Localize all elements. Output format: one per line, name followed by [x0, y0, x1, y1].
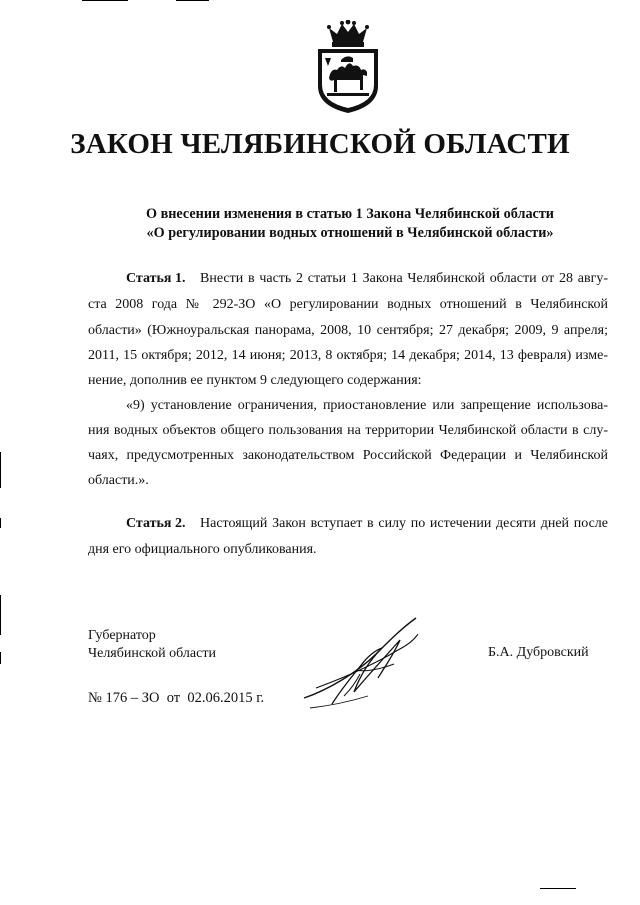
law-subtitle — [0, 205, 640, 243]
article-1-line: области» (Южноуральская панорама, 2008, 10 сентября; 27 декабря; 2009, 9 апреля; — [88, 323, 608, 338]
article-1-quote-line: ния водных объектов общего пользования на территории Челябинской области в слу- — [88, 423, 608, 438]
signatory-position-line-1: Губернатор — [88, 628, 156, 643]
scan-mark-left-4 — [0, 652, 1, 664]
article-1-quote-line: чаях, предусмотренных законодательством Российской Федерации и Челябинской — [88, 448, 608, 463]
article-1-label: Статья 1. — [126, 271, 186, 286]
article-1-quote-line: «9) установление ограничения, приостановление или запрещение использова- — [126, 398, 608, 413]
law-title: ЗАКОН ЧЕЛЯБИНСКОЙ ОБЛАСТИ — [70, 128, 570, 160]
law-number-date: № 176 – ЗО от 02.06.2015 г. — [88, 690, 265, 706]
scan-mark-left-3 — [0, 595, 1, 635]
scan-mark-bottom — [540, 888, 576, 889]
signatory-name: Б.А. Дубровский — [488, 645, 589, 660]
scan-mark-top-2 — [176, 0, 209, 1]
article-1-line: Внести в часть 2 статьи 1 Закона Челябинской области от 28 авгу- — [200, 271, 608, 286]
article-1-quote-line: области.». — [88, 473, 149, 488]
article-1-line: нение, дополнив ее пунктом 9 следующего содержания: — [88, 373, 422, 388]
scan-mark-top-1 — [82, 0, 128, 1]
article-2-line: дня его официального опубликования. — [88, 542, 317, 557]
scan-mark-left-1 — [0, 452, 1, 488]
handwritten-signature — [298, 610, 422, 715]
coat-of-arms-emblem — [315, 20, 381, 114]
subtitle-line-2: «О регулировании водных отношений в Челябинской области» — [146, 225, 554, 241]
signatory-position-line-2: Челябинской области — [88, 646, 216, 661]
article-2-label: Статья 2. — [126, 516, 186, 531]
article-1-line: ста 2008 года № 292-ЗО «О регулировании водных отношений в Челябинской — [88, 297, 608, 312]
scan-mark-left-2 — [0, 518, 1, 528]
subtitle-line-1: О внесении изменения в статью 1 Закона Челябинской области — [146, 206, 554, 222]
article-1-line: 2011, 15 октября; 2012, 14 июня; 2013, 8 октября; 14 декабря; 2014, 13 февраля) изме- — [88, 348, 608, 363]
article-2-line: Настоящий Закон вступает в силу по истечении десяти дней после — [200, 516, 608, 531]
